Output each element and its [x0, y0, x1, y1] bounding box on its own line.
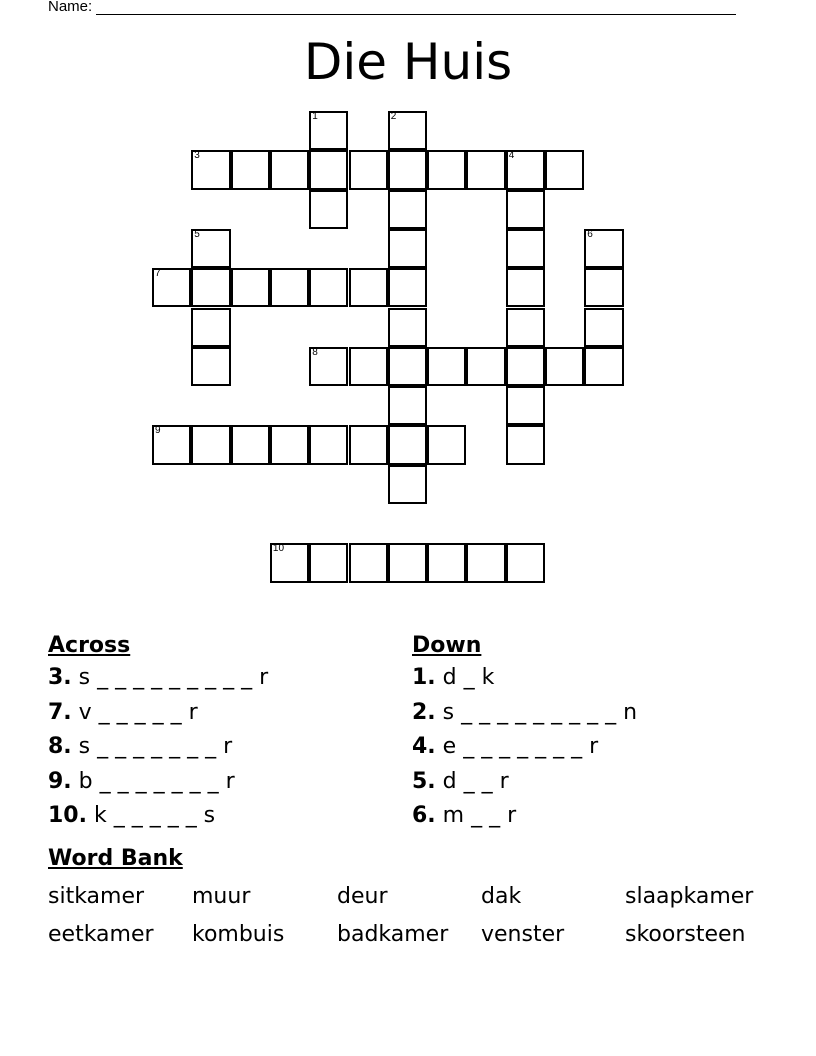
crossword-cell[interactable]	[152, 268, 191, 307]
clue-number: 7.	[48, 699, 72, 725]
clue-number: 1.	[412, 665, 436, 690]
clue-text: e _ _ _ _ _ _ _ r	[442, 734, 599, 759]
crossword-cell[interactable]	[388, 150, 427, 189]
crossword-cell[interactable]	[506, 308, 545, 347]
cell-number: 3	[194, 150, 200, 162]
across-clue	[48, 767, 235, 797]
crossword-cell[interactable]	[309, 150, 348, 189]
crossword-cell[interactable]	[427, 425, 466, 464]
cell-number: 7	[155, 268, 161, 280]
crossword-cell[interactable]	[152, 425, 191, 464]
word-bank-item: kombuis	[192, 922, 285, 947]
crossword-cell[interactable]	[388, 465, 427, 504]
clue-number: 2.	[412, 699, 436, 725]
crossword-cell[interactable]	[191, 229, 230, 268]
crossword-cell[interactable]	[309, 111, 348, 150]
crossword-cell[interactable]	[349, 268, 388, 307]
crossword-cell[interactable]	[309, 425, 348, 464]
crossword-cell[interactable]	[545, 150, 584, 189]
word-bank-item: sitkamer	[48, 884, 145, 909]
crossword-cell[interactable]	[191, 425, 230, 464]
crossword-cell[interactable]	[584, 229, 623, 268]
clue-text: v _ _ _ _ _ r	[78, 699, 198, 725]
crossword-cell[interactable]	[309, 190, 348, 229]
cell-number: 10	[272, 543, 285, 555]
word-bank-item: slaapkamer	[625, 884, 754, 909]
crossword-cell[interactable]	[270, 268, 309, 307]
crossword-cell[interactable]	[466, 347, 505, 386]
crossword-cell[interactable]	[506, 190, 545, 229]
clue-text: k _ _ _ _ _ s	[93, 803, 216, 828]
crossword-cell[interactable]	[584, 308, 623, 347]
cell-number: 1	[312, 111, 318, 122]
crossword-cell[interactable]	[506, 425, 545, 464]
crossword-cell[interactable]	[231, 268, 270, 307]
clue-number: 6.	[412, 803, 436, 828]
crossword-cell[interactable]	[506, 150, 545, 189]
crossword-cell[interactable]	[506, 543, 545, 582]
crossword-cell[interactable]	[388, 543, 427, 582]
crossword-cell[interactable]	[191, 150, 230, 189]
clue-text: d _ _ r	[442, 768, 509, 794]
down-heading: Down	[412, 633, 482, 658]
clue-text: s _ _ _ _ _ _ _ _ _ n	[442, 699, 638, 725]
crossword-cell[interactable]	[506, 386, 545, 425]
clue-text: s _ _ _ _ _ _ _ r	[78, 734, 233, 759]
crossword-cell[interactable]	[270, 150, 309, 189]
across-clue	[48, 732, 232, 762]
clue-text: m _ _ r	[442, 803, 517, 828]
crossword-cell[interactable]	[349, 150, 388, 189]
cell-number: 4	[508, 150, 515, 162]
clue-number: 10.	[48, 803, 87, 828]
down-clue	[412, 767, 509, 797]
clue-number: 8.	[48, 734, 72, 759]
word-bank-item: venster	[481, 922, 565, 947]
cell-number: 8	[312, 346, 318, 358]
clue-number: 3.	[48, 665, 72, 690]
crossword-cell[interactable]	[427, 543, 466, 582]
down-clue	[412, 698, 637, 728]
clue-number: 4.	[412, 734, 436, 759]
crossword-cell[interactable]	[584, 347, 623, 386]
word-bank-item: muur	[192, 884, 251, 909]
crossword-cell[interactable]	[466, 150, 505, 189]
word-bank-item: deur	[337, 884, 388, 909]
crossword-cell[interactable]	[309, 268, 348, 307]
crossword-cell[interactable]	[545, 347, 584, 386]
word-bank-item: badkamer	[337, 922, 449, 947]
crossword-cell[interactable]	[231, 150, 270, 189]
crossword-cell[interactable]	[349, 347, 388, 386]
crossword-cell[interactable]	[427, 150, 466, 189]
crossword-cell[interactable]	[388, 229, 427, 268]
crossword-cell[interactable]	[231, 425, 270, 464]
crossword-cell[interactable]	[388, 347, 427, 386]
crossword-cell[interactable]	[270, 543, 309, 582]
crossword-cell[interactable]	[349, 543, 388, 582]
crossword-cell[interactable]	[506, 347, 545, 386]
crossword-cell[interactable]	[506, 268, 545, 307]
down-clue	[412, 732, 598, 762]
crossword-cell[interactable]	[388, 386, 427, 425]
across-clue	[48, 698, 198, 728]
crossword-cell[interactable]	[427, 347, 466, 386]
crossword-cell[interactable]	[349, 425, 388, 464]
across-heading: Across	[48, 633, 131, 658]
page-title: Die Huis	[303, 33, 513, 91]
cell-number: 6	[587, 228, 593, 240]
crossword-cell[interactable]	[191, 347, 230, 386]
crossword-cell[interactable]	[388, 268, 427, 307]
crossword-cell[interactable]	[584, 268, 623, 307]
word-bank-item: skoorsteen	[625, 922, 746, 947]
across-clue	[48, 663, 268, 693]
crossword-cell[interactable]	[309, 543, 348, 582]
word-bank-item: dak	[481, 884, 522, 909]
crossword-cell[interactable]	[388, 111, 427, 150]
cell-number: 2	[390, 111, 397, 122]
crossword-cell[interactable]	[191, 268, 230, 307]
clue-number: 5.	[412, 768, 436, 794]
crossword-cell[interactable]	[309, 347, 348, 386]
cell-number: 9	[155, 425, 161, 437]
crossword-cell[interactable]	[388, 190, 427, 229]
clue-text: b _ _ _ _ _ _ _ r	[78, 768, 235, 794]
crossword-cell[interactable]	[506, 229, 545, 268]
down-clue	[412, 663, 494, 693]
cell-number: 5	[194, 228, 200, 240]
word-bank-item: eetkamer	[48, 922, 154, 947]
name-label: Name:	[48, 0, 93, 15]
down-clue	[412, 801, 516, 831]
crossword-cell[interactable]	[270, 425, 309, 464]
crossword-cell[interactable]	[388, 425, 427, 464]
crossword-cell[interactable]	[191, 308, 230, 347]
crossword-cell[interactable]	[388, 308, 427, 347]
clue-text: d _ k	[442, 665, 495, 690]
clue-text: s _ _ _ _ _ _ _ _ _ r	[78, 665, 269, 690]
word-bank-heading: Word Bank	[48, 846, 183, 871]
clue-number: 9.	[48, 768, 72, 794]
crossword-cell[interactable]	[466, 543, 505, 582]
across-clue	[48, 801, 215, 831]
